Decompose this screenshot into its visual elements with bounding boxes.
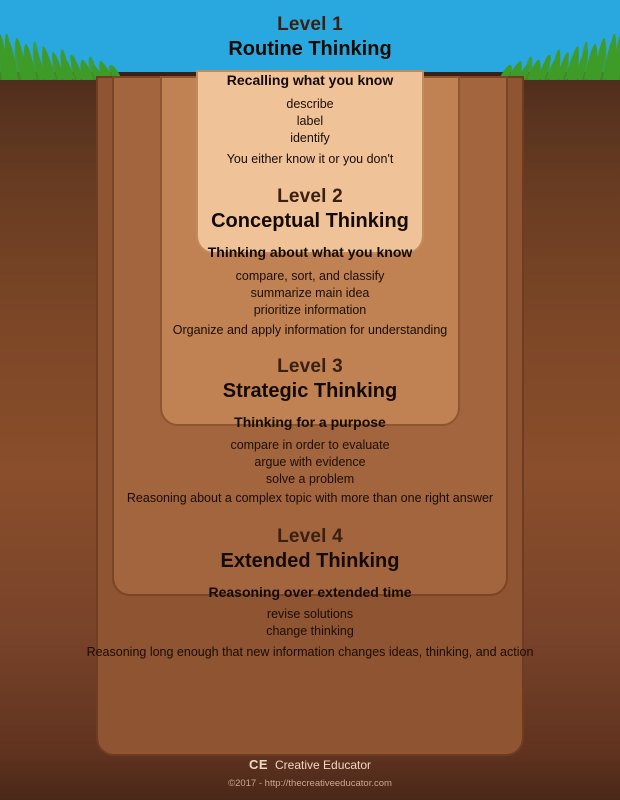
level-2-number-row: [0, 186, 620, 247]
level-1-item: label: [296, 113, 324, 128]
level-2-items: [0, 268, 620, 319]
level-1-item: describe: [286, 97, 334, 111]
level-4-item: revise solutions: [266, 607, 354, 621]
level-3-item: argue with evidence: [254, 454, 366, 469]
brand-name: Creative Educator: [275, 757, 372, 772]
level-1-subtitle: Recalling what you know: [226, 72, 394, 88]
level-1-title: Routine Thinking: [228, 38, 392, 60]
level-2-footer: Organize and apply information for understanding: [172, 323, 448, 337]
level-1-number-row: [0, 14, 620, 75]
copyright-text: ©2017 - http://thecreativeeducator.com: [228, 778, 392, 789]
level-3-item: solve a problem: [265, 471, 355, 486]
level-2-subtitle: Thinking about what you know: [207, 244, 413, 260]
level-4-number-row: [0, 526, 620, 587]
level-1-number: Level 1: [277, 14, 343, 35]
level-3-subtitle: Thinking for a purpose: [234, 414, 386, 430]
level-4-item: change thinking: [266, 623, 354, 638]
level-1-items: [0, 96, 620, 147]
level-4-subtitle: Reasoning over extended time: [208, 584, 412, 600]
brand-row: [249, 757, 371, 772]
level-2-title: Conceptual Thinking: [211, 210, 409, 232]
level-4-title: Extended Thinking: [220, 550, 400, 572]
level-2-item: summarize main idea: [250, 285, 370, 300]
level-4-number: Level 4: [277, 526, 343, 547]
brand-row-wrapper: [0, 756, 620, 774]
level-3-number-row: [0, 356, 620, 417]
level-3-footer: Reasoning about a complex topic with more than one right answer: [126, 491, 494, 505]
level-3-title: Strategic Thinking: [222, 380, 398, 402]
level-2-item: compare, sort, and classify: [235, 269, 385, 283]
level-3-number: Level 3: [277, 356, 343, 377]
level-4-items: [0, 606, 620, 640]
level-1-footer: You either know it or you don't: [226, 152, 394, 166]
creative-educator-logo-icon: CE: [248, 757, 268, 772]
level-1-item: identify: [290, 130, 330, 145]
level-2-number: Level 2: [277, 186, 343, 207]
level-3-item: compare in order to evaluate: [230, 438, 390, 452]
level-3-items: [0, 437, 620, 488]
level-2-item: prioritize information: [253, 302, 367, 317]
level-4-footer: Reasoning long enough that new information changes ideas, thinking, and action: [86, 645, 534, 659]
